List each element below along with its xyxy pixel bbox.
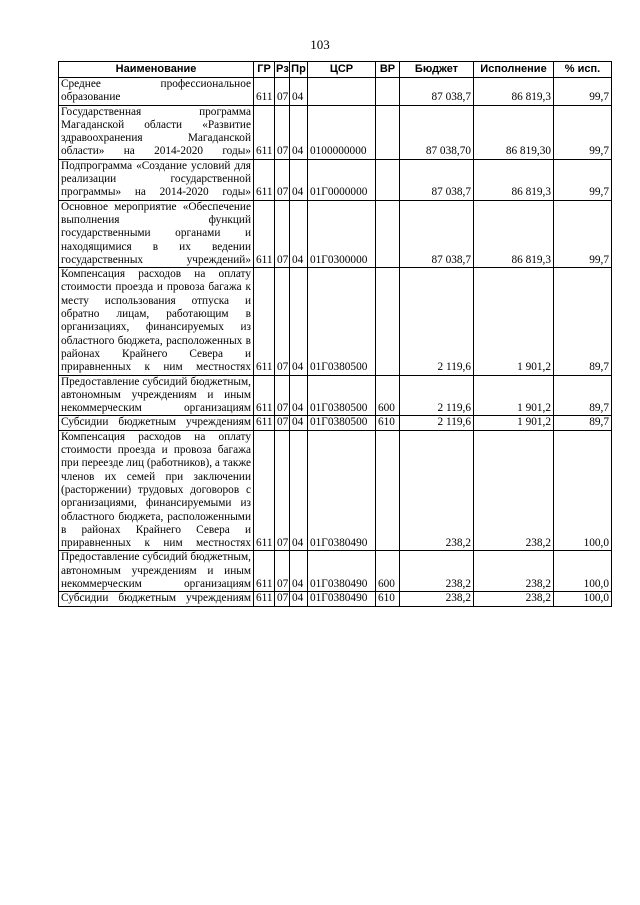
cell-name: Субсидии бюджетным учреждениям xyxy=(59,416,254,430)
cell-budget: 238,2 xyxy=(400,430,474,551)
cell-csr: 01Г0380500 xyxy=(308,375,376,416)
cell-pr: 04 xyxy=(290,78,308,106)
cell-budget: 87 038,7 xyxy=(400,200,474,267)
cell-rz: 07 xyxy=(275,105,290,159)
cell-gr: 611 xyxy=(254,105,275,159)
cell-vr xyxy=(376,200,400,267)
cell-budget: 2 119,6 xyxy=(400,416,474,430)
cell-gr: 611 xyxy=(254,416,275,430)
table-row xyxy=(59,430,612,551)
cell-rz: 07 xyxy=(275,430,290,551)
cell-vr xyxy=(376,430,400,551)
table-row xyxy=(59,105,612,159)
page-number: 103 xyxy=(310,37,330,52)
cell-pr: 04 xyxy=(290,592,308,606)
header-pr: Пр xyxy=(290,62,308,78)
cell-percent: 100,0 xyxy=(554,430,612,551)
cell-gr: 611 xyxy=(254,592,275,606)
table-row xyxy=(59,268,612,375)
header-gr: ГР xyxy=(254,62,275,78)
cell-name: Среднее профессиональное образование xyxy=(59,78,254,106)
cell-gr: 611 xyxy=(254,375,275,416)
cell-name: Предоставление субсидий бюджетным, автономным учреждениям и иным некоммерческим организациям xyxy=(59,551,254,592)
cell-budget: 87 038,7 xyxy=(400,78,474,106)
cell-csr: 0100000000 xyxy=(308,105,376,159)
cell-name: Предоставление субсидий бюджетным, автономным учреждениям и иным некоммерческим организациям xyxy=(59,375,254,416)
cell-percent: 99,7 xyxy=(554,78,612,106)
cell-csr: 01Г0000000 xyxy=(308,159,376,200)
cell-execution: 86 819,3 xyxy=(474,78,554,106)
cell-rz: 07 xyxy=(275,268,290,375)
cell-execution: 238,2 xyxy=(474,430,554,551)
table-row xyxy=(59,78,612,106)
header-percent: % исп. xyxy=(554,62,612,78)
table-body xyxy=(59,78,612,607)
cell-execution: 1 901,2 xyxy=(474,268,554,375)
cell-execution: 238,2 xyxy=(474,592,554,606)
header-rz: Рз xyxy=(275,62,290,78)
cell-percent: 99,7 xyxy=(554,200,612,267)
cell-vr: 610 xyxy=(376,416,400,430)
cell-csr: 01Г0300000 xyxy=(308,200,376,267)
cell-gr: 611 xyxy=(254,78,275,106)
cell-gr: 611 xyxy=(254,268,275,375)
cell-percent: 100,0 xyxy=(554,592,612,606)
cell-csr: 01Г0380500 xyxy=(308,268,376,375)
cell-rz: 07 xyxy=(275,592,290,606)
cell-execution: 1 901,2 xyxy=(474,416,554,430)
cell-name: Субсидии бюджетным учреждениям xyxy=(59,592,254,606)
cell-gr: 611 xyxy=(254,430,275,551)
table-row xyxy=(59,416,612,430)
cell-percent: 99,7 xyxy=(554,105,612,159)
cell-pr: 04 xyxy=(290,268,308,375)
cell-pr: 04 xyxy=(290,159,308,200)
cell-pr: 04 xyxy=(290,551,308,592)
cell-execution: 86 819,3 xyxy=(474,200,554,267)
cell-csr xyxy=(308,78,376,106)
cell-budget: 2 119,6 xyxy=(400,375,474,416)
cell-gr: 611 xyxy=(254,200,275,267)
table-header-row xyxy=(59,62,612,78)
cell-budget: 87 038,7 xyxy=(400,159,474,200)
table-row xyxy=(59,200,612,267)
cell-vr: 610 xyxy=(376,592,400,606)
cell-percent: 89,7 xyxy=(554,268,612,375)
cell-gr: 611 xyxy=(254,159,275,200)
cell-csr: 01Г0380490 xyxy=(308,430,376,551)
table-row xyxy=(59,551,612,592)
cell-execution: 86 819,30 xyxy=(474,105,554,159)
cell-percent: 89,7 xyxy=(554,375,612,416)
cell-pr: 04 xyxy=(290,200,308,267)
cell-name: Компенсация расходов на оплату стоимости проезда и провоза багажа при переезде лиц (работников), а также членов их семей при заключении (расторжении) трудовых договоров с организациями, финансируемыми из областного бюджета, расположенными в районах Крайнего Севера и приравненных к ним местностях xyxy=(59,430,254,551)
cell-vr xyxy=(376,78,400,106)
cell-budget: 87 038,70 xyxy=(400,105,474,159)
cell-pr: 04 xyxy=(290,416,308,430)
cell-rz: 07 xyxy=(275,200,290,267)
cell-csr: 01Г0380500 xyxy=(308,416,376,430)
cell-vr xyxy=(376,268,400,375)
header-csr: ЦСР xyxy=(308,62,376,78)
cell-gr: 611 xyxy=(254,551,275,592)
cell-percent: 89,7 xyxy=(554,416,612,430)
table-row xyxy=(59,159,612,200)
cell-name: Подпрограмма «Создание условий для реализации государственной программы» на 2014-2020 годы» xyxy=(59,159,254,200)
cell-budget: 238,2 xyxy=(400,592,474,606)
cell-execution: 86 819,3 xyxy=(474,159,554,200)
cell-pr: 04 xyxy=(290,105,308,159)
cell-name: Компенсация расходов на оплату стоимости проезда и провоза багажа к месту использования отпуска и обратно лицам, работающим в организациях, финансируемых из областного бюджета, расположенных в районах Крайнего Севера и приравненных к ним местностях xyxy=(59,268,254,375)
header-vr: ВР xyxy=(376,62,400,78)
cell-vr xyxy=(376,105,400,159)
cell-percent: 99,7 xyxy=(554,159,612,200)
cell-execution: 1 901,2 xyxy=(474,375,554,416)
cell-vr: 600 xyxy=(376,551,400,592)
table-row xyxy=(59,375,612,416)
cell-name: Основное мероприятие «Обеспечение выполнения функций государственными органами и находящимися в их ведении государственных учреждений» xyxy=(59,200,254,267)
cell-csr: 01Г0380490 xyxy=(308,551,376,592)
cell-execution: 238,2 xyxy=(474,551,554,592)
table-row xyxy=(59,592,612,606)
cell-rz: 07 xyxy=(275,159,290,200)
cell-name: Государственная программа Магаданской области «Развитие здравоохранения Магаданской области» на 2014-2020 годы» xyxy=(59,105,254,159)
cell-vr xyxy=(376,159,400,200)
cell-csr: 01Г0380490 xyxy=(308,592,376,606)
budget-execution-table xyxy=(58,61,612,607)
cell-rz: 07 xyxy=(275,375,290,416)
header-name: Наименование xyxy=(59,62,254,78)
cell-budget: 2 119,6 xyxy=(400,268,474,375)
cell-vr: 600 xyxy=(376,375,400,416)
header-execution: Исполнение xyxy=(474,62,554,78)
cell-budget: 238,2 xyxy=(400,551,474,592)
cell-rz: 07 xyxy=(275,78,290,106)
header-budget: Бюджет xyxy=(400,62,474,78)
cell-pr: 04 xyxy=(290,375,308,416)
cell-rz: 07 xyxy=(275,416,290,430)
cell-rz: 07 xyxy=(275,551,290,592)
cell-pr: 04 xyxy=(290,430,308,551)
cell-percent: 100,0 xyxy=(554,551,612,592)
